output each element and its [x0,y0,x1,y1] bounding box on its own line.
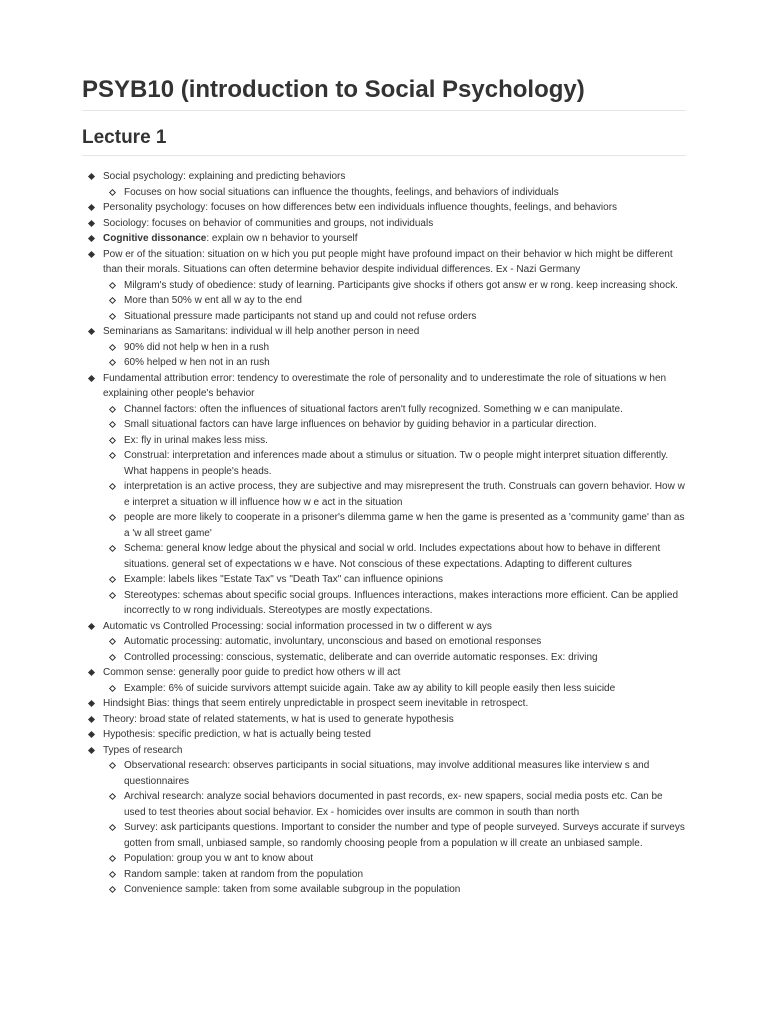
bullet-text: Automatic vs Controlled Processing: social information processed in tw o different w ays [103,620,492,632]
bullet-item [82,743,686,759]
bullet-text: Milgram's study of obedience: study of learning. Participants give shocks if others got answ er w rong. keep increasing shock. [124,279,678,291]
filled-diamond-bullet-icon [88,374,95,381]
filled-diamond-bullet-icon [88,669,95,676]
bullet-text: Hindsight Bias: things that seem entirely unpredictable in prospect seem inevitable in retrospect. [103,698,529,709]
hollow-diamond-bullet-icon [109,762,116,769]
sub-bullet-item [82,278,686,294]
hollow-diamond-bullet-icon [109,281,116,288]
bullet-item [82,247,686,278]
bullet-text: Social psychology: explaining and predicting behaviors [103,171,346,182]
hollow-diamond-bullet-icon [109,359,116,366]
hollow-diamond-bullet-icon [109,514,116,521]
sub-bullet-item [82,433,686,449]
bullet-text: Observational research: observes participants in social situations, may involve additional measures like interview s and questionnaires [124,760,650,787]
sub-bullet-item [82,758,686,789]
hollow-diamond-bullet-icon [109,886,116,893]
hollow-diamond-bullet-icon [109,793,116,800]
bold-term: Cognitive dissonance [103,233,207,244]
bullet-text: Example: labels likes "Estate Tax" vs "Death Tax" can influence opinions [124,574,443,585]
bullet-text: Theory: broad state of related statements, w hat is used to generate hypothesis [103,713,454,725]
sub-bullet-item [82,541,686,572]
bullet-text: Common sense: generally poor guide to predict how others w ill act [103,667,401,678]
sub-bullet-item [82,309,686,325]
sub-bullet-item [82,572,686,588]
bullet-text: Random sample: taken at random from the population [124,868,364,880]
bullet-text: Hypothesis: specific prediction, w hat is actually being tested [103,729,371,740]
bullet-text: Convenience sample: taken from some available subgroup in the population [124,884,461,895]
sub-bullet-item [82,634,686,650]
hollow-diamond-bullet-icon [109,436,116,443]
bullet-item [82,371,686,402]
bullet-item [82,231,686,247]
filled-diamond-bullet-icon [88,173,95,180]
filled-diamond-bullet-icon [88,235,95,242]
hollow-diamond-bullet-icon [109,824,116,831]
sub-bullet-item [82,355,686,371]
bullet-item [82,665,686,681]
bullet-text: Personality psychology: focuses on how differences betw een individuals influence thoughts, feelings, and behaviors [103,202,618,213]
bullet-text: 60% helped w hen not in an rush [124,357,270,368]
hollow-diamond-bullet-icon [109,297,116,304]
hollow-diamond-bullet-icon [109,576,116,583]
bullet-text: Ex: fly in urinal makes less miss. [124,434,268,446]
sub-bullet-item [82,588,686,619]
hollow-diamond-bullet-icon [109,312,116,319]
bullet-text: Survey: ask participants questions. Important to consider the number and type of people surveyed. Surveys accurate if surveys gotten from small, unbiased sample, so randomly choosing people from a population w ill create an unbiased sample. [124,822,685,849]
bullet-item [82,727,686,743]
sub-bullet-item [82,448,686,479]
filled-diamond-bullet-icon [88,250,95,257]
bullet-text: interpretation is an active process, they are subjective and may misrepresent the truth. Construals can govern behavior. How w e interpret a situation w ill influence how w e act in the situation [124,481,685,508]
title-divider [82,110,686,111]
bullet-text: 90% did not help w hen in a rush [124,341,270,353]
heading-divider [82,155,686,156]
hollow-diamond-bullet-icon [109,452,116,459]
sub-bullet-item [82,510,686,541]
bullet-item [82,712,686,728]
hollow-diamond-bullet-icon [109,343,116,350]
filled-diamond-bullet-icon [88,731,95,738]
sub-bullet-item [82,820,686,851]
sub-bullet-item [82,417,686,433]
bullet-text: Stereotypes: schemas about specific social groups. Influences interactions, makes interactions more efficient. Can be applied incorrectly to w rong individuals. Stereotypes are mostly expectations. [124,589,678,616]
hollow-diamond-bullet-icon [109,591,116,598]
bullet-text: More than 50% w ent all w ay to the end [124,295,302,306]
sub-bullet-item [82,340,686,356]
hollow-diamond-bullet-icon [109,405,116,412]
sub-bullet-item [82,681,686,697]
hollow-diamond-bullet-icon [109,855,116,862]
bullet-text: Schema: general know ledge about the physical and social w orld. Includes expectations about how to behave in different situations. general set of expectations w e have. Not conscious of these expectations. Adapting to different cultures [124,543,661,570]
bullet-text: Fundamental attribution error: tendency to overestimate the role of personality and to underestimate the role of situations w hen explaining other people's behavior [103,372,667,399]
sub-bullet-item [82,293,686,309]
bullet-text: Small situational factors can have large influences on behavior by guiding behavior in a particular direction. [124,419,597,430]
bullet-text: Pow er of the situation: situation on w hich you put people might have profound impact on their behavior w hich might be different than their morals. Situations can often determine behavior despite individual differences. Ex - Nazi Germany [103,248,673,275]
filled-diamond-bullet-icon [88,715,95,722]
bullet-item [82,169,686,185]
filled-diamond-bullet-icon [88,700,95,707]
sub-bullet-item [82,882,686,898]
document-title: PSYB10 (introduction to Social Psychology) [82,76,585,103]
bullet-text: people are more likely to cooperate in a prisoner's dilemma game w hen the game is presented as a 'community game' than as a 'w all street game' [124,512,685,539]
filled-diamond-bullet-icon [88,219,95,226]
hollow-diamond-bullet-icon [109,421,116,428]
lecture-notes-list [82,169,686,898]
bullet-text: Controlled processing: conscious, systematic, deliberate and can override automatic responses. Ex: driving [124,651,598,663]
hollow-diamond-bullet-icon [109,545,116,552]
bullet-item [82,200,686,216]
bullet-text: Automatic processing: automatic, involuntary, unconscious and based on emotional responses [124,636,542,647]
hollow-diamond-bullet-icon [109,870,116,877]
bullet-text: : explain ow n behavior to yourself [206,233,358,244]
bullet-text: Archival research: analyze social behaviors documented in past records, ex- new spapers, social media posts etc. Can be used to test theories about social behavior. Ex - homicides over insults are common in south than north [124,791,663,818]
bullet-text: Channel factors: often the influences of situational factors aren't fully recognized. Something w e can manipulate. [124,403,623,415]
hollow-diamond-bullet-icon [109,188,116,195]
bullet-item [82,216,686,232]
hollow-diamond-bullet-icon [109,684,116,691]
bullet-item [82,324,686,340]
filled-diamond-bullet-icon [88,746,95,753]
sub-bullet-item [82,402,686,418]
sub-bullet-item [82,789,686,820]
bullet-text: Population: group you w ant to know about [124,853,314,864]
filled-diamond-bullet-icon [88,328,95,335]
bullet-text: Situational pressure made participants not stand up and could not refuse orders [124,310,477,322]
hollow-diamond-bullet-icon [109,483,116,490]
sub-bullet-item [82,650,686,666]
sub-bullet-item [82,867,686,883]
lecture-heading: Lecture 1 [82,127,167,148]
bullet-text: Example: 6% of suicide survivors attempt suicide again. Take aw ay ability to kill people easily then less suicide [124,682,616,694]
filled-diamond-bullet-icon [88,622,95,629]
bullet-text: Types of research [103,744,183,756]
filled-diamond-bullet-icon [88,204,95,211]
sub-bullet-item [82,185,686,201]
bullet-text: Construal: interpretation and inferences made about a stimulus or situation. Tw o people might interpret situation differently. What happens in people's heads. [124,450,669,477]
bullet-text: Focuses on how social situations can influence the thoughts, feelings, and behaviors of individuals [124,186,559,198]
sub-bullet-item [82,851,686,867]
bullet-item [82,696,686,712]
sub-bullet-item [82,479,686,510]
bullet-text: Sociology: focuses on behavior of communities and groups, not individuals [103,217,434,229]
hollow-diamond-bullet-icon [109,653,116,660]
bullet-item [82,619,686,635]
bullet-text: Seminarians as Samaritans: individual w ill help another person in need [103,326,420,337]
hollow-diamond-bullet-icon [109,638,116,645]
